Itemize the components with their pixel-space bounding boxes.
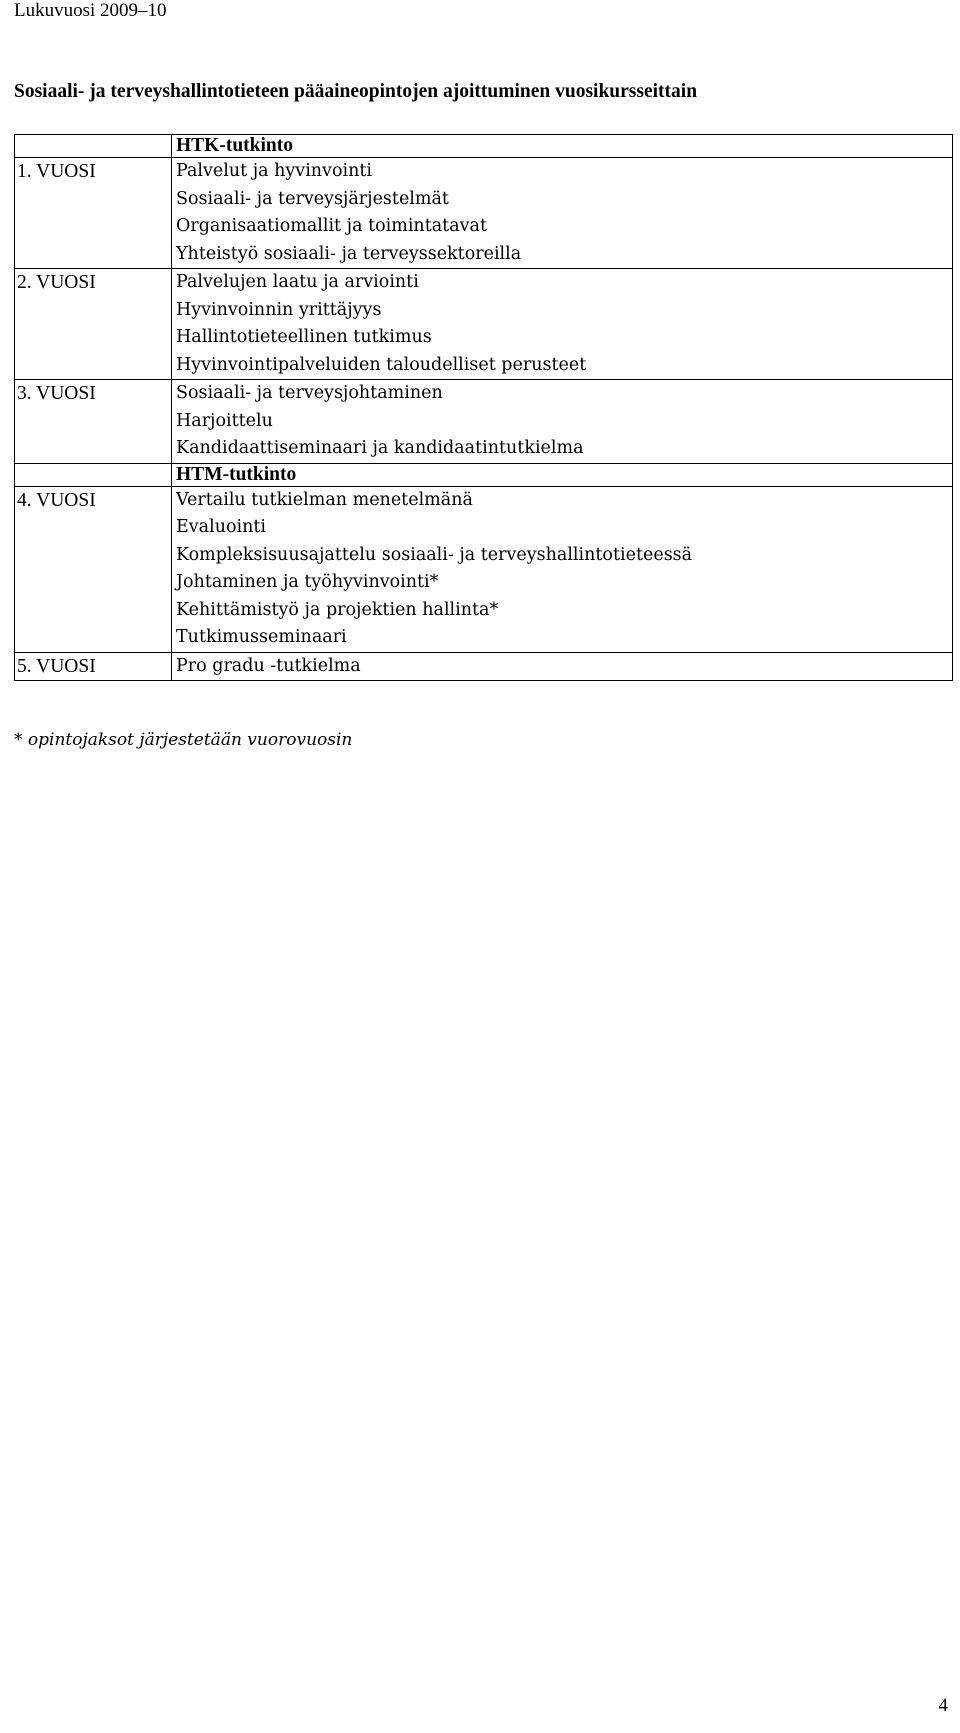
footnote: * opintojaksot järjestetään vuorovuosin [14, 730, 353, 750]
course-item: Kompleksisuusajattelu sosiaali- ja terveyshallintotieteessä [176, 544, 693, 565]
table-cell [15, 269, 172, 380]
table-cell [172, 463, 953, 486]
course-item: Pro gradu -tutkielma [176, 655, 361, 676]
year-label: 3. VUOSI [17, 383, 96, 404]
table-cell [172, 652, 953, 681]
course-item: Yhteistyö sosiaali- ja terveyssektoreilla [176, 243, 522, 264]
course-item: Tutkimusseminaari [176, 627, 347, 647]
course-item: Evaluointi [176, 517, 266, 537]
course-item: Palvelut ja hyvinvointi [176, 161, 372, 181]
table-cell [15, 380, 172, 464]
table-cell [15, 158, 172, 269]
course-item: Organisaatiomallit ja toimintatavat [176, 216, 487, 236]
degree-header-row [15, 135, 953, 158]
table-cell [15, 486, 172, 652]
course-item: Vertailu tutkielman menetelmänä [176, 489, 473, 510]
table-cell [172, 135, 953, 158]
course-item: Harjoittelu [176, 410, 273, 431]
page-number: 4 [938, 1695, 948, 1716]
year-label: 1. VUOSI [17, 161, 96, 182]
degree-header-row [15, 463, 953, 486]
table-cell [172, 158, 953, 269]
table-cell [172, 486, 953, 652]
course-item: Kandidaattiseminaari ja kandidaatintutkielma [176, 438, 584, 458]
study-schedule-table [14, 134, 953, 681]
table-row [15, 380, 953, 464]
table-cell [172, 380, 953, 464]
course-item: Sosiaali- ja terveysjohtaminen [176, 383, 443, 403]
course-item: Hyvinvointipalveluiden taloudelliset perusteet [176, 354, 587, 375]
year-label: 5. VUOSI [17, 655, 96, 677]
degree-label: HTM-tutkinto [176, 463, 297, 485]
page-header: Lukuvuosi 2009–10 [14, 0, 167, 21]
year-label: 4. VUOSI [17, 489, 96, 511]
table-row [15, 158, 953, 269]
course-item: Sosiaali- ja terveysjärjestelmät [176, 188, 449, 209]
table-cell-empty [15, 135, 172, 158]
table-cell [172, 269, 953, 380]
degree-label: HTK-tutkinto [176, 135, 294, 156]
table-row [15, 652, 953, 681]
year-label: 2. VUOSI [17, 272, 96, 293]
course-item: Johtaminen ja työhyvinvointi* [176, 572, 439, 592]
course-item: Palvelujen laatu ja arviointi [176, 272, 419, 292]
table-row [15, 486, 953, 652]
table-cell [15, 652, 172, 681]
course-item: Hallintotieteellinen tutkimus [176, 327, 432, 347]
table-cell-empty [15, 463, 172, 486]
course-item: Kehittämistyö ja projektien hallinta* [176, 599, 499, 620]
course-item: Hyvinvoinnin yrittäjyys [176, 299, 382, 320]
table-row [15, 269, 953, 380]
page-title: Sosiaali- ja terveyshallintotieteen pääaineopintojen ajoittuminen vuosikursseittain [14, 81, 698, 102]
